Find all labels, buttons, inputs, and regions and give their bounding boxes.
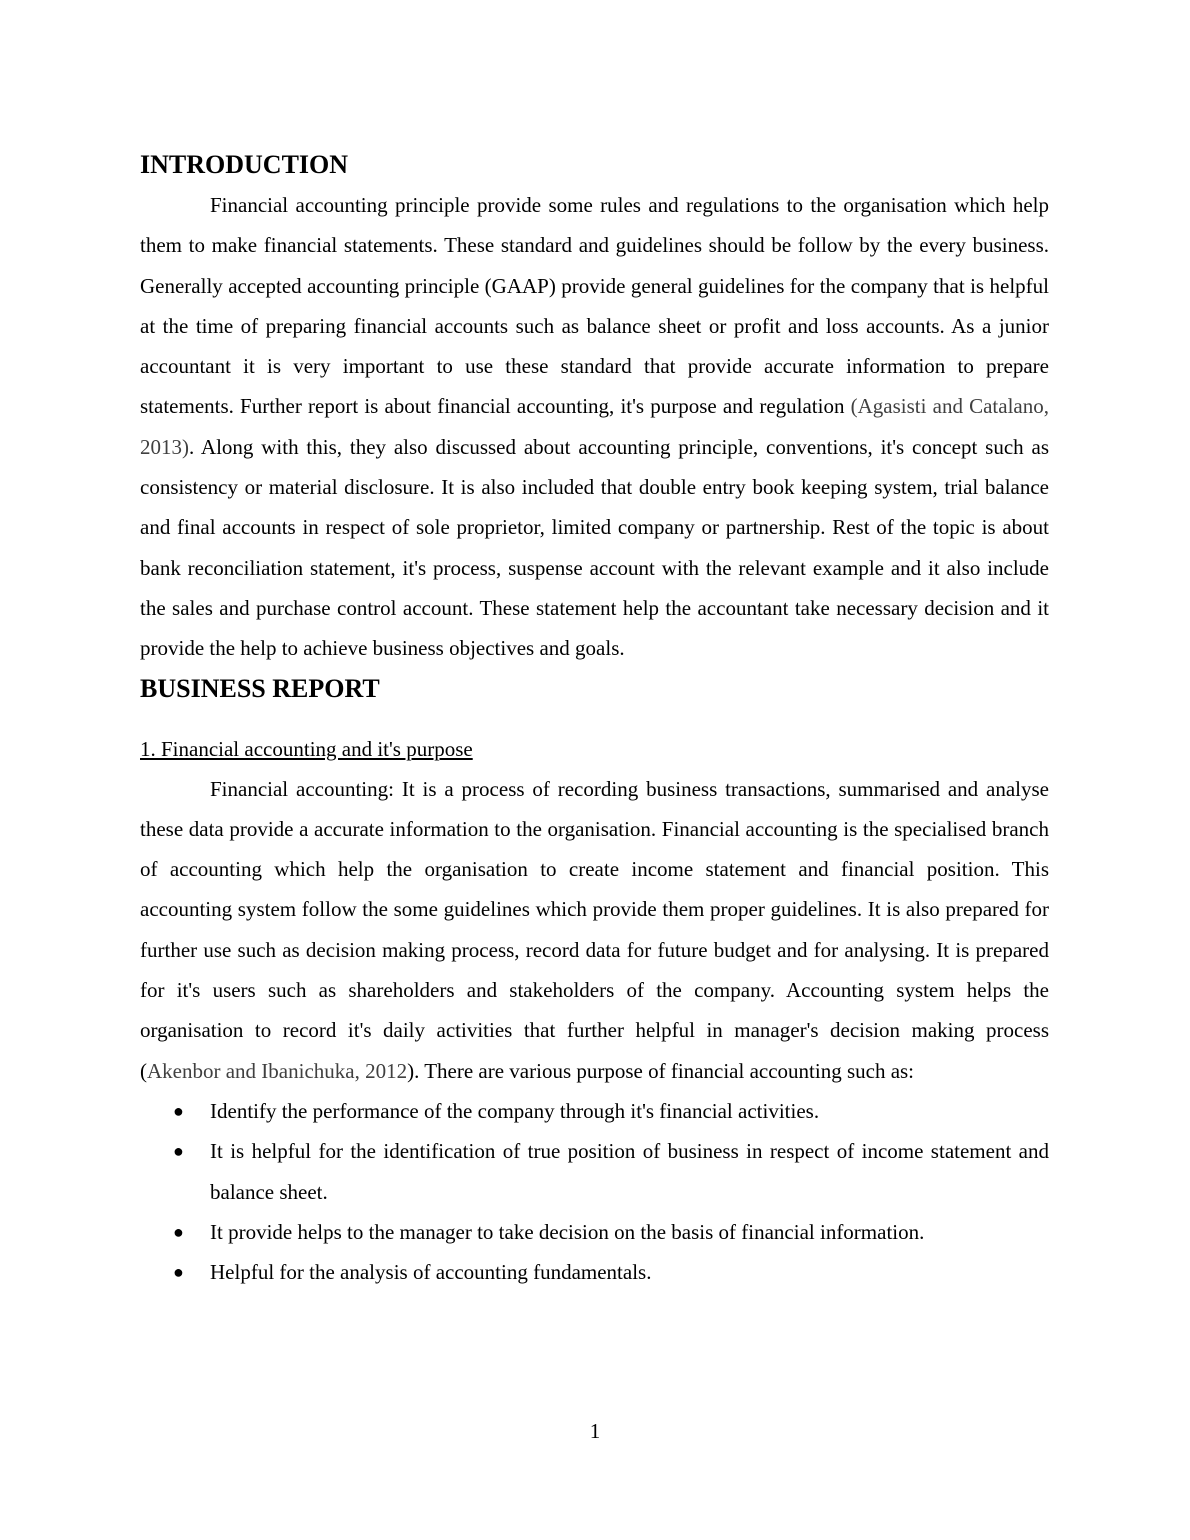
list-item bbox=[140, 1212, 1049, 1252]
page-number: 1 bbox=[589, 1419, 601, 1443]
introduction-citation: (Agasisti and Catalano, 2013) bbox=[140, 394, 1049, 459]
introduction-paragraph bbox=[140, 185, 1049, 669]
introduction-text-part-1: Financial accounting principle provide some rules and regulations to the organisation which help them to make financial statements. These standard and guidelines should be follow by the every business. Generally accepted accounting principle (GAAP) provide general guidelines for the company that is helpful at the time of preparing financial accounts such as balance sheet or profit and loss accounts. As a junior accountant it is very important to use these standard that provide accurate information to prepare statements. Further report is about financial accounting, it's purpose and regulation bbox=[140, 193, 1049, 419]
bullet-icon: ● bbox=[173, 1100, 184, 1121]
purpose-bullet-list bbox=[140, 1091, 1049, 1292]
introduction-text-part-2: . Along with this, they also discussed about accounting principle, conventions, it's concept such as consistency or material disclosure. It is also included that double entry book keeping system, trial balance and final accounts in respect of sole proprietor, limited company or partnership. Rest of the topic is about bank reconciliation statement, it's process, suspense account with the relevant example and it also include the sales and purchase control account. These statement help the accountant take necessary decision and it provide the help to achieve business objectives and goals. bbox=[140, 434, 1049, 661]
list-item bbox=[140, 1091, 1049, 1131]
section-1-citation: Akenbor and Ibanichuka, 2012 bbox=[147, 1058, 408, 1083]
introduction-heading: INTRODUCTION bbox=[140, 150, 349, 179]
section-1-text-part-1: Financial accounting: It is a process of recording business transactions, summarised and analyse these data provide a accurate information to the organisation. Financial accounting is the specialised branch of accounting which help the organisation to create income statement and financial position. This accounting system follow the some guidelines which provide them proper guidelines. It is also prepared for further use such as decision making process, record data for future budget and for analysing. It is prepared for it's users such as shareholders and stakeholders of the company. Accounting system helps the organisation to record it's daily activities that further helpful in manager's decision making process ( bbox=[140, 776, 1049, 1083]
bullet-icon: ● bbox=[173, 1141, 184, 1162]
bullet-icon: ● bbox=[173, 1221, 184, 1242]
list-item-text: It is helpful for the identification of true position of business in respect of income statement and balance sheet. bbox=[210, 1139, 1049, 1204]
list-item-text: Helpful for the analysis of accounting fundamentals. bbox=[210, 1260, 652, 1285]
list-item-text: Identify the performance of the company through it's financial activities. bbox=[210, 1098, 820, 1123]
section-1-text-part-2: ). There are various purpose of financial accounting such as: bbox=[407, 1058, 915, 1083]
page-content bbox=[140, 145, 1049, 1292]
section-1-title: 1. Financial accounting and it's purpose bbox=[140, 736, 473, 761]
section-1-paragraph bbox=[140, 769, 1049, 1091]
bullet-icon: ● bbox=[173, 1262, 184, 1283]
business-report-heading: BUSINESS REPORT bbox=[140, 673, 380, 703]
list-item-text: It provide helps to the manager to take decision on the basis of financial information. bbox=[210, 1219, 925, 1244]
list-item bbox=[140, 1252, 1049, 1292]
list-item bbox=[140, 1131, 1049, 1212]
